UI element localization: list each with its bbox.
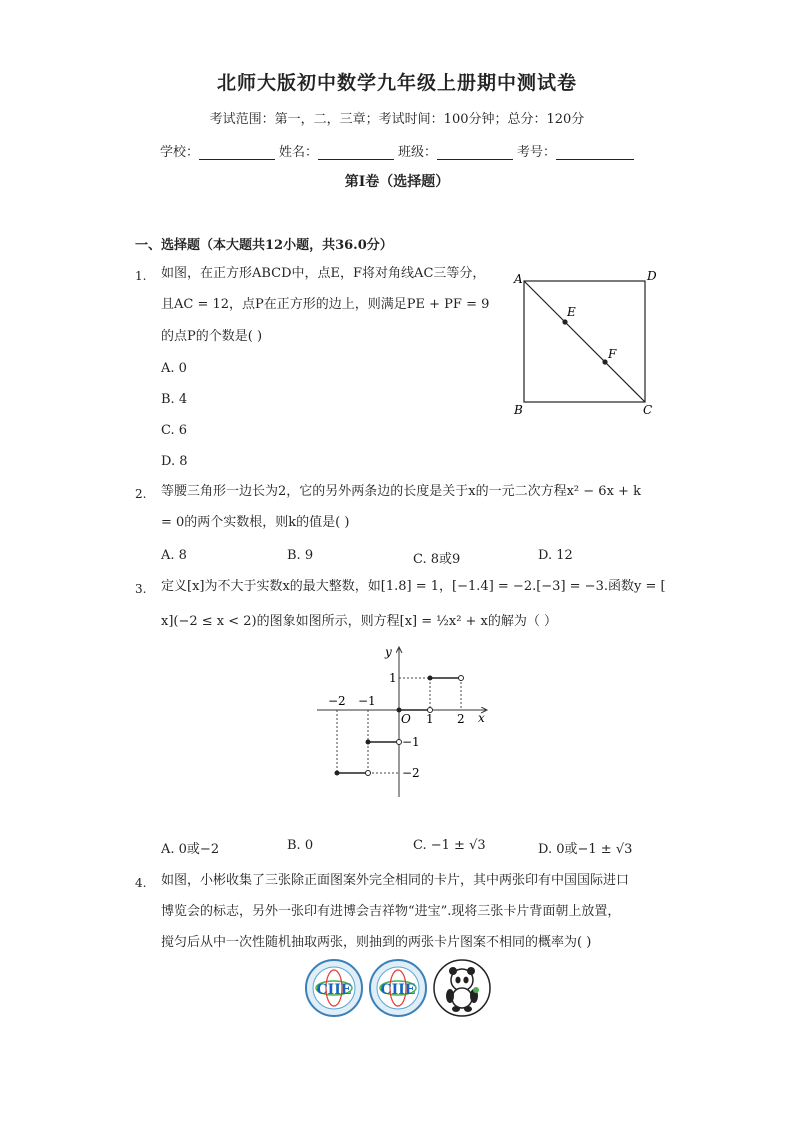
y-axis-label: y xyxy=(385,645,392,659)
closed-point-one xyxy=(428,676,433,681)
floor-function-graph xyxy=(312,642,492,802)
open-point-neg1 xyxy=(397,740,402,745)
q1-option-a[interactable]: A. 0 xyxy=(161,361,187,376)
section-heading: 一、选择题（本大题共12小题，共36.0分） xyxy=(135,238,393,253)
label-e: E xyxy=(567,305,576,319)
q4-text-line2: 博览会的标志，另外一张印有进博会吉祥物“进宝”.现将三张卡片背面朝上放置， xyxy=(161,904,621,919)
panda-mascot-card xyxy=(432,958,492,1018)
q2-text-line1: 等腰三角形一边长为2，它的另外两条边的长度是关于x的一元二次方程x² − 6x + k xyxy=(161,484,641,499)
exam-scope: 考试范围：第一，二，三章；考试时间：100分钟；总分：120分 xyxy=(209,112,585,127)
open-point-one xyxy=(459,676,464,681)
page-title: 北师大版初中数学九年级上册期中测试卷 xyxy=(216,72,577,94)
student-info-row xyxy=(160,141,638,160)
label-a: A xyxy=(514,272,523,286)
tick-y-1: 1 xyxy=(389,671,397,685)
q1-text-line2: 且AC = 12，点P在正方形的边上，则满足PE + PF = 9 xyxy=(161,297,490,312)
school-blank[interactable] xyxy=(199,147,275,160)
part-one-heading: 第I卷（选择题） xyxy=(344,174,450,190)
closed-point-neg2 xyxy=(335,771,340,776)
q1-text-line3: 的点P的个数是( ) xyxy=(161,329,263,344)
tick-y-neg2: −2 xyxy=(402,766,420,780)
closed-point-neg1 xyxy=(366,740,371,745)
q2-number: 2. xyxy=(135,487,147,501)
q3-text-line1: 定义[x]为不大于实数x的最大整数，如[1.8] = 1，[−1.4] = −2.[−3] = −3.函数y = [ xyxy=(161,579,666,594)
q3-option-b[interactable]: B. 0 xyxy=(287,838,314,853)
tick-x-neg2: −2 xyxy=(328,694,346,708)
ciie-logo-card-2 xyxy=(368,958,428,1018)
exam-number-label: 考号： xyxy=(517,145,557,160)
origin-label: O xyxy=(401,712,411,726)
diagonal-ac xyxy=(524,281,645,402)
q2-option-c[interactable]: C. 8或9 xyxy=(413,552,461,567)
q2-text-line2: = 0的两个实数根，则k的值是( ) xyxy=(161,515,350,530)
label-f: F xyxy=(608,347,617,361)
q3-number: 3. xyxy=(135,582,147,596)
q4-number: 4. xyxy=(135,876,147,890)
q4-text-line3: 搅匀后从中一次性随机抽取两张，则抽到的两张卡片图案不相同的概率为( ) xyxy=(161,935,592,950)
class-label: 班级： xyxy=(398,145,438,160)
q1-text-line1: 如图，在正方形ABCD中，点E，F将对角线AC三等分， xyxy=(161,266,486,281)
tick-x-neg1: −1 xyxy=(358,694,376,708)
q3-option-a[interactable]: A. 0或−2 xyxy=(161,842,220,857)
label-b: B xyxy=(514,403,523,417)
q3-option-d[interactable]: D. 0或−1 ± √3 xyxy=(538,842,633,857)
point-e xyxy=(562,319,567,324)
x-axis-label: x xyxy=(478,711,485,725)
q1-option-c[interactable]: C. 6 xyxy=(161,423,188,438)
school-label: 学校： xyxy=(160,145,200,160)
q4-text-line1: 如图，小彬收集了三张除正面图案外完全相同的卡片，其中两张印有中国国际进口 xyxy=(161,873,630,888)
tick-x-1: 1 xyxy=(426,712,434,726)
name-label: 姓名： xyxy=(279,145,319,160)
class-blank[interactable] xyxy=(437,147,513,160)
label-c: C xyxy=(643,403,653,417)
square-abcd-figure xyxy=(505,262,670,422)
ciie-logo-card-1 xyxy=(304,958,364,1018)
tick-x-2: 2 xyxy=(457,712,465,726)
name-blank[interactable] xyxy=(318,147,394,160)
exam-number-blank[interactable] xyxy=(556,147,634,160)
q3-text-line2: x](−2 ≤ x < 2)的图象如图所示，则方程[x] = ½x² + x的解为（ ） xyxy=(161,614,558,629)
open-point-neg2 xyxy=(366,771,371,776)
q1-number: 1. xyxy=(135,269,147,283)
q2-option-a[interactable]: A. 8 xyxy=(161,548,187,563)
q1-option-d[interactable]: D. 8 xyxy=(161,454,188,469)
q2-option-d[interactable]: D. 12 xyxy=(538,548,573,563)
label-d: D xyxy=(647,269,657,283)
ciie-logo-text-2: CIIE xyxy=(380,982,416,998)
q1-option-b[interactable]: B. 4 xyxy=(161,392,188,407)
q3-option-c[interactable]: C. −1 ± √3 xyxy=(413,838,486,853)
tick-y-neg1: −1 xyxy=(402,735,420,749)
ciie-logo-text-1: CIIE xyxy=(316,982,352,998)
q2-option-b[interactable]: B. 9 xyxy=(287,548,314,563)
point-f xyxy=(602,359,607,364)
